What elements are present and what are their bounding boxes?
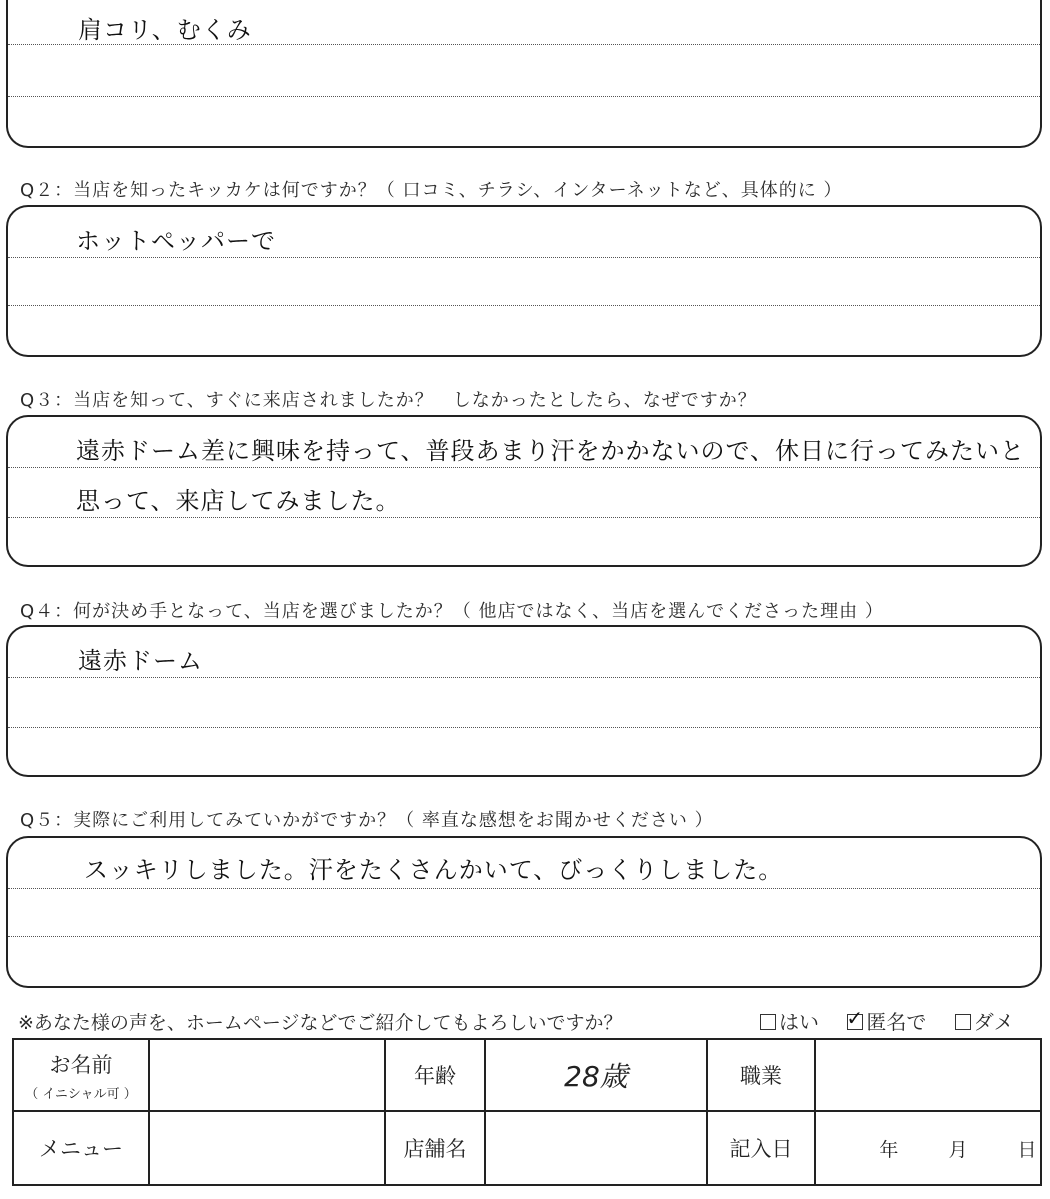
q2-answer-box — [6, 205, 1042, 357]
name-label: お名前 — [49, 1052, 113, 1077]
consent-option-yes[interactable]: はい — [760, 1010, 819, 1034]
checkbox-icon[interactable] — [760, 1014, 776, 1030]
rule-line — [8, 888, 1040, 889]
q4-question: Q４：何が決め手となって、当店を選びましたか？（ 他店ではなく、当店を選んでくださった理由 ） — [20, 601, 884, 622]
rule-line — [8, 257, 1040, 258]
rule-line — [8, 936, 1040, 937]
job-label: 職業 — [707, 1039, 815, 1111]
checkbox-icon[interactable] — [955, 1014, 971, 1030]
rule-line — [8, 96, 1040, 97]
age-value-text: 28歳 — [564, 1060, 628, 1093]
name-value[interactable] — [149, 1039, 385, 1111]
consent-options — [760, 1006, 1014, 1035]
q1-answer-box — [6, 0, 1042, 148]
rule-line — [8, 727, 1040, 728]
consent-option-no[interactable]: ダメ — [955, 1010, 1014, 1034]
q3-question: Q３：当店を知って、すぐに来店されましたか？ しなかったとしたら、なぜですか？ — [20, 390, 757, 411]
consent-question: ※あなた様の声を、ホームページなどでご紹介してもよろしいですか？ — [18, 1012, 623, 1034]
q4-answer-box — [6, 625, 1042, 777]
q5-answer-box — [6, 836, 1042, 988]
job-value[interactable] — [815, 1039, 1041, 1111]
store-label: 店舗名 — [385, 1111, 485, 1185]
menu-label: メニュー — [13, 1111, 149, 1185]
q1-answer: 肩コリ、むくみ — [78, 16, 252, 44]
q5-answer: スッキリしました。汗をたくさんかいて、びっくりしました。 — [84, 856, 784, 884]
name-label-cell — [13, 1039, 149, 1111]
q3-answer-box — [6, 415, 1042, 567]
q2-question: Q２：当店を知ったキッカケは何ですか？（ 口コミ、チラシ、インターネットなど、具体的に ） — [20, 180, 843, 201]
age-value[interactable] — [485, 1039, 707, 1111]
store-value[interactable] — [485, 1111, 707, 1185]
date-month-label: 月 — [948, 1138, 968, 1161]
date-day-label: 日 — [1017, 1138, 1037, 1161]
date-year-label: 年 — [879, 1138, 899, 1161]
name-sublabel: （ イニシャル可 ） — [25, 1086, 137, 1102]
q4-answer: 遠赤ドーム — [78, 647, 203, 675]
respondent-info-table — [12, 1038, 1042, 1186]
consent-option-anonymous[interactable]: ✓ 匿名で — [847, 1010, 926, 1034]
date-value[interactable] — [815, 1111, 1041, 1185]
q2-answer: ホットペッパーで — [76, 227, 276, 255]
rule-line — [8, 305, 1040, 306]
rule-line — [8, 677, 1040, 678]
rule-line — [8, 467, 1040, 468]
menu-value[interactable] — [149, 1111, 385, 1185]
q5-question: Q５：実際にご利用してみていかがですか？（ 率直な感想をお聞かせください ） — [20, 810, 714, 831]
age-label: 年齢 — [385, 1039, 485, 1111]
q3-answer-line2: 思って、来店してみました。 — [76, 487, 401, 515]
q3-answer-line1: 遠赤ドーム差に興味を持って、普段あまり汗をかかないので、休日に行ってみたいと — [76, 437, 1026, 465]
date-label: 記入日 — [707, 1111, 815, 1185]
checked-checkbox-icon[interactable] — [847, 1014, 863, 1030]
rule-line — [8, 517, 1040, 518]
